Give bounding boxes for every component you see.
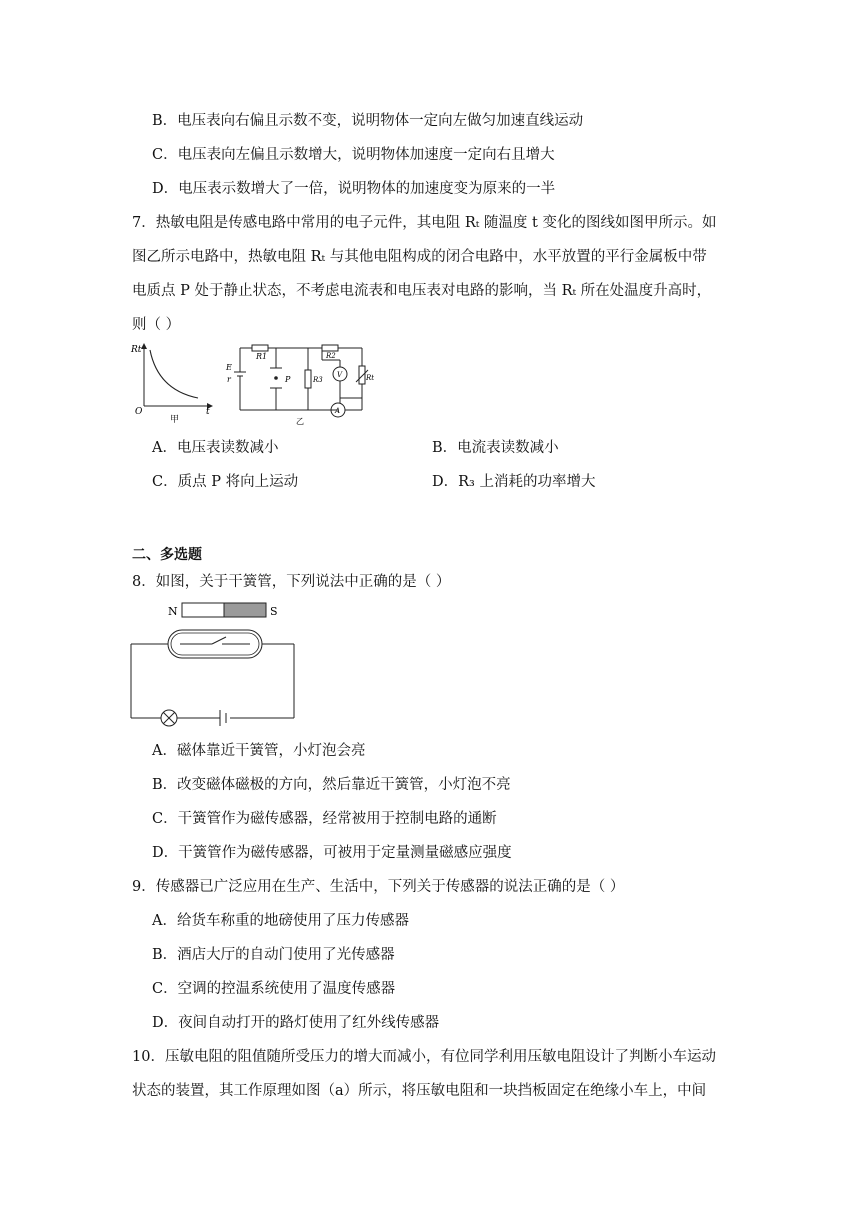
q7-stem-line1: 7．热敏电阻是传感电路中常用的电子元件，其电阻 Rₜ 随温度 t 变化的图线如图甲所示。如 (132, 215, 717, 231)
label-internal-r: r (227, 375, 231, 384)
q7-graph-jia (128, 338, 220, 424)
resistor-r1 (252, 345, 268, 351)
resistor-r2 (322, 345, 338, 351)
q7-stem-line3: 电质点 P 处于静止状态，不考虑电流表和电压表对电路的影响，当 Rₜ 所在处温度升高时， (132, 283, 712, 299)
q7-circuit-yi (222, 338, 382, 428)
magnet-n-label: N (168, 605, 178, 618)
graph-caption: 甲 (170, 415, 180, 424)
magnet-s-label: S (270, 605, 278, 618)
q7-stem-line4: 则（ ） (132, 317, 181, 333)
section-heading: 二、多选题 (132, 547, 202, 563)
q7-option-c: C．质点 P 将向上运动 (152, 474, 299, 490)
q8-reed-switch-diagram (128, 600, 300, 728)
q6-option-d: D．电压表示数增大了一倍，说明物体的加速度变为原来的一半 (152, 181, 556, 197)
q9-option-a: A．给货车称重的地磅使用了压力传感器 (152, 913, 409, 929)
q8-option-a: A．磁体靠近干簧管，小灯泡会亮 (152, 743, 366, 759)
q7-option-d: D．R₃ 上消耗的功率增大 (432, 474, 596, 490)
particle-p-dot (274, 376, 278, 380)
q7-stem-line2: 图乙所示电路中，热敏电阻 Rₜ 与其他电阻构成的闭合电路中，水平放置的平行金属板中带 (132, 249, 707, 265)
q6-option-c: C．电压表向左偏且示数增大，说明物体加速度一定向右且增大 (152, 147, 555, 163)
label-emf: E (226, 363, 232, 372)
q9-option-c: C．空调的控温系统使用了温度传感器 (152, 981, 396, 997)
graph-y-label: Rt (131, 345, 142, 355)
q7-option-a: A．电压表读数减小 (152, 440, 279, 456)
q9-option-d: D．夜间自动打开的路灯使用了红外线传感器 (152, 1015, 440, 1031)
graph-x-label: t (206, 407, 210, 417)
q10-stem-line2: 状态的装置，其工作原理如图（a）所示，将压敏电阻和一块挡板固定在绝缘小车上，中间 (132, 1083, 707, 1099)
q6-option-b: B．电压表向右偏且示数不变，说明物体一定向左做匀加速直线运动 (152, 113, 584, 129)
q8-stem: 8．如图，关于干簧管，下列说法中正确的是（ ） (132, 574, 451, 590)
resistor-r3 (305, 370, 311, 388)
label-v: V (337, 371, 343, 379)
q9-stem: 9．传感器已广泛应用在生产、生活中，下列关于传感器的说法正确的是（ ） (132, 879, 625, 895)
lamp-icon (161, 710, 177, 726)
circuit-caption: 乙 (296, 417, 304, 426)
label-p: P (285, 375, 291, 384)
label-r2: R2 (326, 352, 336, 360)
label-rt: Rt (366, 374, 375, 382)
q7-option-b: B．电流表读数减小 (432, 440, 559, 456)
label-a: A (335, 407, 341, 415)
q8-option-c: C．干簧管作为磁传感器，经常被用于控制电路的通断 (152, 811, 497, 827)
label-r3: R3 (313, 376, 323, 384)
q9-option-b: B．酒店大厅的自动门使用了光传感器 (152, 947, 395, 963)
label-r1: R1 (256, 352, 268, 361)
resistor-rt (359, 366, 365, 384)
graph-origin-label: O (135, 407, 143, 417)
q8-option-b: B．改变磁体磁极的方向，然后靠近干簧管，小灯泡不亮 (152, 777, 511, 793)
q10-stem-line1: 10．压敏电阻的阻值随所受压力的增大而减小，有位同学利用压敏电阻设计了判断小车运动 (132, 1049, 716, 1065)
q8-option-d: D．干簧管作为磁传感器，可被用于定量测量磁感应强度 (152, 845, 512, 861)
